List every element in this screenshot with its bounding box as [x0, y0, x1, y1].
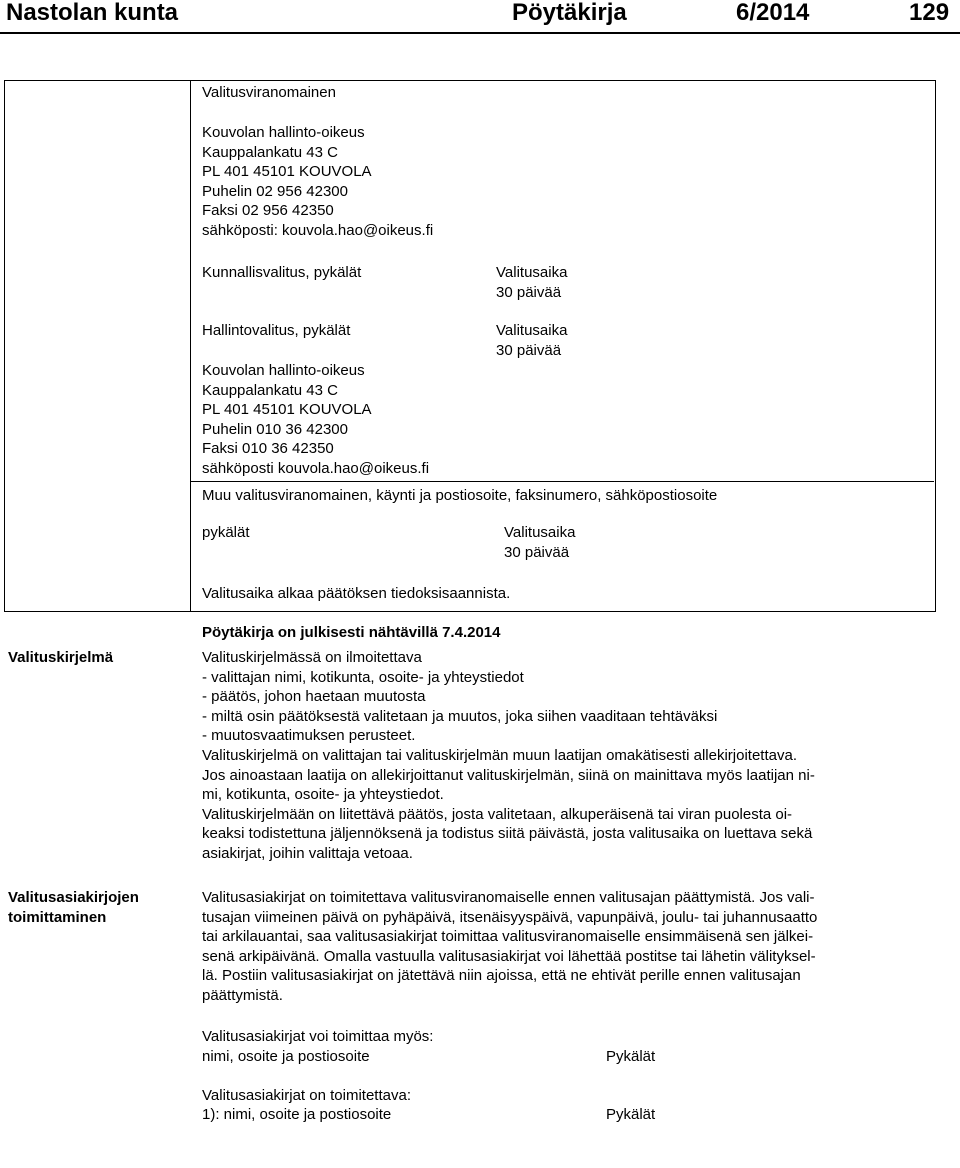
- address-email: sähköposti kouvola.hao@oikeus.fi: [202, 459, 430, 477]
- administrative-appeal-period-label: Valitusaika: [496, 322, 568, 339]
- administrative-appeal-period-value: 30 päivää: [496, 342, 562, 359]
- other-authority-period-label: Valitusaika: [504, 524, 576, 541]
- delivery-label: [8, 888, 139, 927]
- address-line: Kouvolan hallinto-oikeus: [202, 362, 365, 379]
- municipality-name: Nastolan kunta: [6, 0, 179, 26]
- authority-box-divider: [190, 80, 191, 612]
- address-line: Faksi 02 956 42350: [202, 202, 334, 220]
- other-authority-heading: Muu valitusviranomainen, käynti ja postiosoite, faksinumero, sähköpostiosoite: [202, 487, 718, 504]
- authority-address-1: [202, 123, 433, 241]
- may-deliver-item: nimi, osoite ja postiosoite: [202, 1048, 370, 1065]
- text-line: Valituskirjelmä on valittajan tai valituskirjelmän muun laatijan omakätisesti allekirjoitettava.: [202, 746, 797, 764]
- text-line: mi, kotikunta, osoite- ja yhteystiedot.: [202, 786, 444, 804]
- address-line: Puhelin 010 36 42300: [202, 420, 348, 438]
- appeal-letter-label: Valituskirjelmä: [8, 649, 114, 666]
- document-type: Pöytäkirja: [512, 0, 627, 26]
- text-line: keaksi todistettuna jäljennöksenä ja todistus siitä päivästä, josta valitusaika on luettava sekä: [202, 825, 813, 843]
- appeal-letter-text: [202, 648, 815, 864]
- address-line: Kouvolan hallinto-oikeus: [202, 124, 365, 141]
- authority-box-frame: [4, 80, 936, 612]
- municipal-appeal-period-value: 30 päivää: [496, 284, 562, 301]
- address-line: Faksi 010 36 42350: [202, 440, 334, 458]
- address-line: PL 401 45101 KOUVOLA: [202, 163, 372, 181]
- delivery-text: [202, 888, 817, 1006]
- text-line: - muutosvaatimuksen perusteet.: [202, 727, 416, 745]
- address-row-divider: [190, 481, 934, 482]
- other-authority-sections-label: pykälät: [202, 524, 250, 541]
- delivery-label-line: Valitusasiakirjojen: [8, 889, 139, 906]
- address-line: PL 401 45101 KOUVOLA: [202, 401, 372, 419]
- text-line: tusajan viimeinen päivä on pyhäpäivä, itsenäisyyspäivä, vapunpäivä, joulu- tai juhannusaatto: [202, 908, 818, 926]
- municipal-appeal-label: Kunnallisvalitus, pykälät: [202, 264, 362, 281]
- text-line: tai arkilauantai, saa valitusasiakirjat toimittaa valitusviranomaiselle ensimmäisenä sen jälkei-: [202, 928, 814, 946]
- may-deliver-heading: Valitusasiakirjat voi toimittaa myös:: [202, 1028, 434, 1045]
- text-line: - päätös, johon haetaan muutosta: [202, 688, 426, 706]
- may-deliver-sections: Pykälät: [606, 1048, 656, 1065]
- issue-number: 6/2014: [736, 0, 810, 26]
- appeal-period-start: Valitusaika alkaa päätöksen tiedoksisaannista.: [202, 585, 511, 602]
- address-email: sähköposti: kouvola.hao@oikeus.fi: [202, 221, 434, 239]
- must-deliver-item: 1): nimi, osoite ja postiosoite: [202, 1106, 392, 1123]
- administrative-appeal-label: Hallintovalitus, pykälät: [202, 322, 351, 339]
- header-divider: [0, 32, 960, 34]
- other-authority-period-value: 30 päivää: [504, 544, 570, 561]
- municipal-appeal-period-label: Valitusaika: [496, 264, 568, 281]
- authority-address-2: [202, 361, 429, 479]
- text-line: - miltä osin päätöksestä valitetaan ja muutos, joka siihen vaaditaan tehtäväksi: [202, 707, 718, 725]
- must-deliver-heading: Valitusasiakirjat on toimitettava:: [202, 1087, 411, 1104]
- public-notice: Pöytäkirja on julkisesti nähtävillä 7.4.2014: [202, 624, 501, 641]
- text-line: päättymistä.: [202, 986, 283, 1004]
- address-line: Kauppalankatu 43 C: [202, 381, 338, 399]
- text-line: Valituskirjelmässä on ilmoitettava: [202, 649, 422, 666]
- text-line: asiakirjat, joihin valittaja vetoaa.: [202, 844, 413, 862]
- text-line: - valittajan nimi, kotikunta, osoite- ja yhteystiedot: [202, 668, 524, 686]
- text-line: lä. Postiin valitusasiakirjat on jätettävä niin ajoissa, että ne ehtivät perille ennen valitusajan: [202, 967, 801, 985]
- page-number: 129: [909, 0, 950, 26]
- text-line: Valitusasiakirjat on toimitettava valitusviranomaiselle ennen valitusajan päättymistä. Jos vali-: [202, 889, 815, 906]
- must-deliver-sections: Pykälät: [606, 1106, 656, 1123]
- authority-heading: Valitusviranomainen: [202, 84, 336, 101]
- address-line: Puhelin 02 956 42300: [202, 182, 348, 200]
- text-line: senä arkipäivänä. Omalla vastuulla valitusasiakirjat voi lähettää postitse tai lähetin välityksel-: [202, 947, 816, 965]
- text-line: Valituskirjelmään on liitettävä päätös, josta valitetaan, alkuperäisenä tai viran puolesta oi-: [202, 805, 793, 823]
- address-line: Kauppalankatu 43 C: [202, 143, 338, 161]
- text-line: Jos ainoastaan laatija on allekirjoittanut valituskirjelmän, siinä on mainittava myös laatijan ni-: [202, 766, 815, 784]
- delivery-label-line: toimittaminen: [8, 908, 107, 926]
